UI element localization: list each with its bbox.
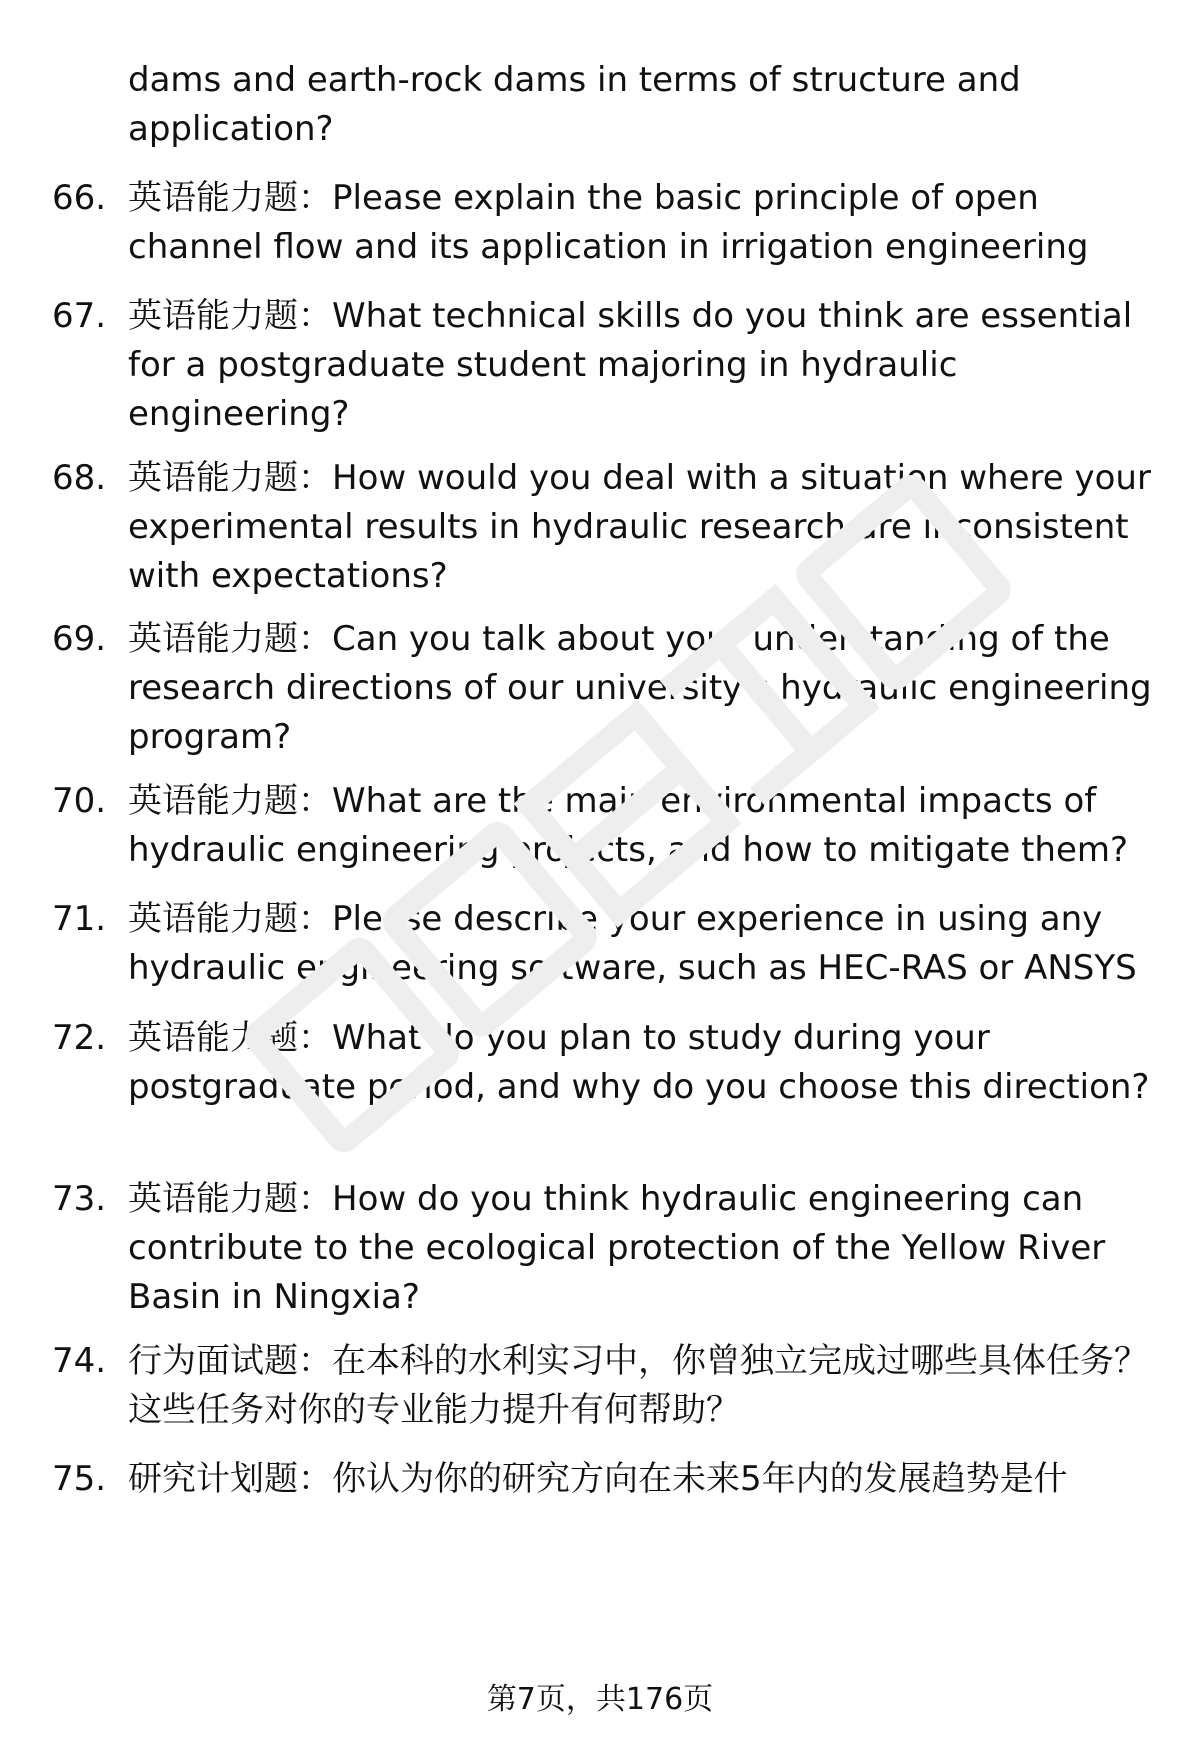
question-number: 74. xyxy=(52,1341,107,1381)
continued-question-text: dams and earth-rock dams in terms of structure and application? xyxy=(128,60,1021,149)
question-text: 英语能力题：What do you plan to study during your postgraduate period, and why do you choose this direction? xyxy=(128,1018,1150,1107)
question-text: 英语能力题：How would you deal with a situation where your experimental results in hydraulic research are inconsistent with expectations? xyxy=(128,458,1151,596)
question-text: 英语能力题：Please describe your experience in using any hydraulic engineering software, such as HEC-RAS or ANSYS xyxy=(128,899,1137,988)
question-text: 英语能力题：What are the main environmental impacts of hydraulic engineering projects, and how to mitigate them? xyxy=(128,781,1129,870)
question-text: 英语能力题：How do you think hydraulic engineering can contribute to the ecological protection of the Yellow River Basin in Ningxia? xyxy=(128,1179,1106,1317)
question-text: 英语能力题：Please explain the basic principle of open channel flow and its application in irrigation engineering xyxy=(128,178,1089,267)
question-text: 行为面试题：在本科的水利实习中，你曾独立完成过哪些具体任务？这些任务对你的专业能力提升有何帮助？ xyxy=(128,1341,1148,1430)
question-number: 66. xyxy=(52,178,107,218)
question-number: 75. xyxy=(52,1459,107,1499)
page-footer: 第7页，共176页 xyxy=(486,1682,714,1717)
question-text: 研究计划题：你认为你的研究方向在未来5年内的发展趋势是什 xyxy=(128,1459,1068,1499)
question-number: 70. xyxy=(52,781,107,821)
question-number: 69. xyxy=(52,619,107,659)
question-number: 72. xyxy=(52,1018,107,1058)
question-number: 68. xyxy=(52,458,107,498)
question-text: 英语能力题：Can you talk about your understanding of the research directions of our university's hydraulic engineering program? xyxy=(128,619,1152,757)
question-number: 73. xyxy=(52,1179,107,1219)
question-number: 67. xyxy=(52,296,107,336)
question-text: 英语能力题：What technical skills do you think are essential for a postgraduate student majoring in hydraulic engineering? xyxy=(128,296,1133,434)
question-number: 71. xyxy=(52,899,107,939)
